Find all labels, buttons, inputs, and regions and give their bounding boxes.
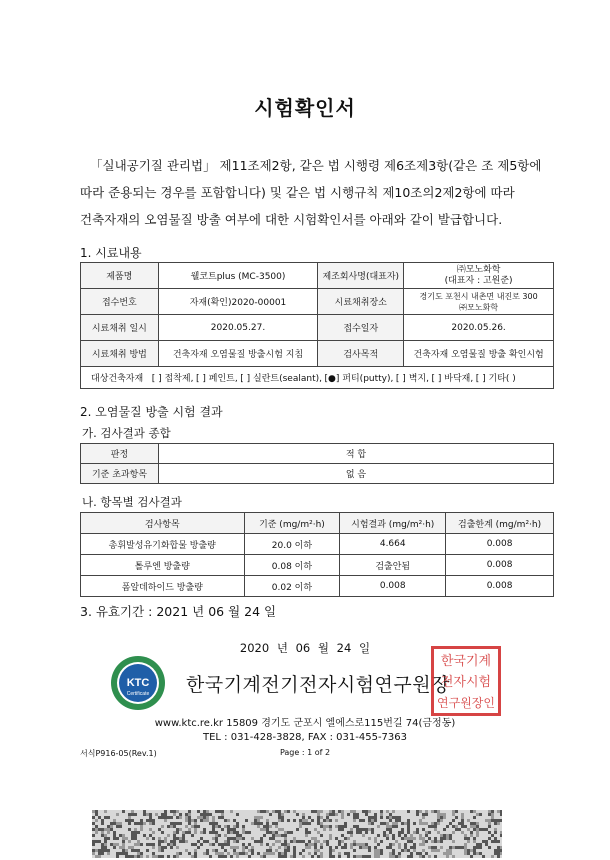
table-cell: 0.008 [446, 576, 554, 597]
seal-line: 전자시험 [440, 675, 492, 690]
organization-name: 한국기계전기전자시험연구원장 [186, 674, 450, 696]
table-cell: 20.0 이하 [244, 534, 340, 555]
barcode-strip-icon [92, 810, 502, 858]
issue-date: 2020 년 06 월 24 일 [239, 641, 371, 655]
maker-value [404, 263, 554, 289]
table-cell: 검출안됨 [340, 555, 446, 576]
table-cell: 0.008 [340, 576, 446, 597]
target-materials-row [81, 367, 554, 389]
table-cell: 폼알데하이드 방출량 [81, 576, 245, 597]
section2-heading: 2. 오염물질 방출 시험 결과 [80, 405, 223, 419]
itemized-subheading: 나. 항목별 검사결과 [82, 495, 182, 509]
target-box: [ ] [240, 374, 251, 384]
table-cell: 0.008 [446, 534, 554, 555]
summary-subheading: 가. 검사결과 종합 [82, 426, 171, 440]
purpose-value: 건축자재 오염물질 방출 확인시험 [404, 341, 554, 367]
sampling-place-value [404, 289, 554, 315]
target-checkbox [240, 371, 322, 384]
address-block [0, 717, 610, 745]
sample-info-table [80, 262, 554, 389]
receipt-no-value: 자재(확인)2020-00001 [158, 289, 318, 315]
address-line: www.ktc.re.kr 15809 경기도 군포시 엘에스로115번길 74(금정동) [154, 718, 456, 729]
page-number: Page : 1 of 2 [279, 748, 331, 757]
target-checkbox [152, 371, 194, 384]
target-name: 퍼티(putty), [342, 374, 394, 384]
product-value: 웰코트plus (MC-3500) [158, 263, 318, 289]
target-name: 페인트, [208, 374, 238, 384]
target-checkbox [196, 371, 238, 384]
section1-heading: 1. 시료내용 [80, 246, 142, 260]
table-cell: 총휘발성유기화합물 방출량 [81, 534, 245, 555]
sampling-method-label: 시료채취 방법 [81, 341, 159, 367]
col-header: 검사항목 [81, 513, 245, 534]
target-checkbox [325, 371, 394, 384]
sampling-place-address: 경기도 포천시 내촌면 내진로 300 [419, 291, 538, 301]
purpose-label: 검사목적 [318, 341, 404, 367]
target-name: 실란트(sealant), [253, 374, 322, 384]
target-box: [ ] [431, 374, 442, 384]
contact-line: TEL : 031-428-3828, FAX : 031-455-7363 [202, 732, 407, 743]
target-checkbox [431, 371, 473, 384]
target-name: 바닥재, [444, 374, 474, 384]
product-label: 제품명 [81, 263, 159, 289]
receipt-date-label: 접수일자 [318, 315, 404, 341]
col-header: 시험결과 (mg/m²·h) [340, 513, 446, 534]
target-box: [ ] [475, 374, 486, 384]
target-box: [ ] [195, 374, 206, 384]
sampling-date-value: 2020.05.27. [158, 315, 318, 341]
target-name: 기타( ) [488, 374, 516, 384]
sampling-date-label: 시료채취 일시 [81, 315, 159, 341]
target-name: 벽지, [408, 374, 429, 384]
validity-period: 3. 유효기간 : 2021 년 06 월 24 일 [80, 604, 277, 619]
intro-line: 「실내공기질 관리법」 제11조제2항, 같은 법 시행령 제6조제3항(같은 조 제5항에 [90, 158, 542, 173]
intro-paragraph [80, 152, 550, 233]
table-cell: 0.08 이하 [244, 555, 340, 576]
exceed-value: 없 음 [159, 464, 554, 484]
receipt-date-value: 2020.05.26. [404, 315, 554, 341]
table-cell: 0.008 [446, 555, 554, 576]
table-cell: 0.02 이하 [244, 576, 340, 597]
sampling-place-label: 시료채취장소 [318, 289, 404, 315]
table-cell: 4.664 [340, 534, 446, 555]
target-box: [ ] [151, 374, 162, 384]
table-row [81, 534, 554, 555]
target-box: [●] [324, 374, 340, 384]
target-checkbox [476, 371, 516, 384]
receipt-no-label: 접수번호 [81, 289, 159, 315]
logo-subtext: Certificate [126, 691, 150, 697]
summary-table [80, 443, 554, 484]
exceed-label: 기준 초과항목 [81, 464, 159, 484]
seal-line: 한국기계 [440, 654, 492, 669]
maker-label: 제조회사명(대표자) [318, 263, 404, 289]
intro-line: 따라 준용되는 경우를 포함합니다) 및 같은 법 시행규칙 제10조의2제2항에 따라 [80, 185, 515, 200]
form-number: 서식P916-05(Rev.1) [80, 749, 157, 758]
table-row [81, 576, 554, 597]
itemized-results-table [80, 512, 554, 597]
verdict-value: 적 합 [159, 444, 554, 464]
col-header: 검출한계 (mg/m²·h) [446, 513, 554, 534]
table-row [81, 555, 554, 576]
official-seal-stamp [431, 646, 501, 716]
maker-ceo: (대표자 : 고원준) [444, 275, 513, 286]
intro-line: 건축자재의 오염물질 방출 여부에 대한 시험확인서를 아래와 같이 발급합니다. [80, 212, 503, 227]
verdict-label: 판정 [81, 444, 159, 464]
target-checkbox [396, 371, 429, 384]
col-header: 기준 (mg/m²·h) [244, 513, 340, 534]
table-cell: 톨루엔 방출량 [81, 555, 245, 576]
sampling-method-value: 건축자재 오염물질 방출시험 지침 [158, 341, 318, 367]
logo-text: KTC [126, 677, 150, 689]
sampling-place-company: ㈜모노화학 [459, 302, 499, 312]
maker-company: ㈜모노화학 [456, 264, 501, 275]
target-materials-label: 대상건축자재 [91, 374, 144, 384]
ktc-logo-icon [110, 655, 166, 711]
page-title: 시험확인서 [254, 96, 356, 120]
seal-line: 연구원장인 [437, 696, 495, 710]
target-box: [ ] [395, 374, 406, 384]
target-name: 접착제, [164, 374, 194, 384]
